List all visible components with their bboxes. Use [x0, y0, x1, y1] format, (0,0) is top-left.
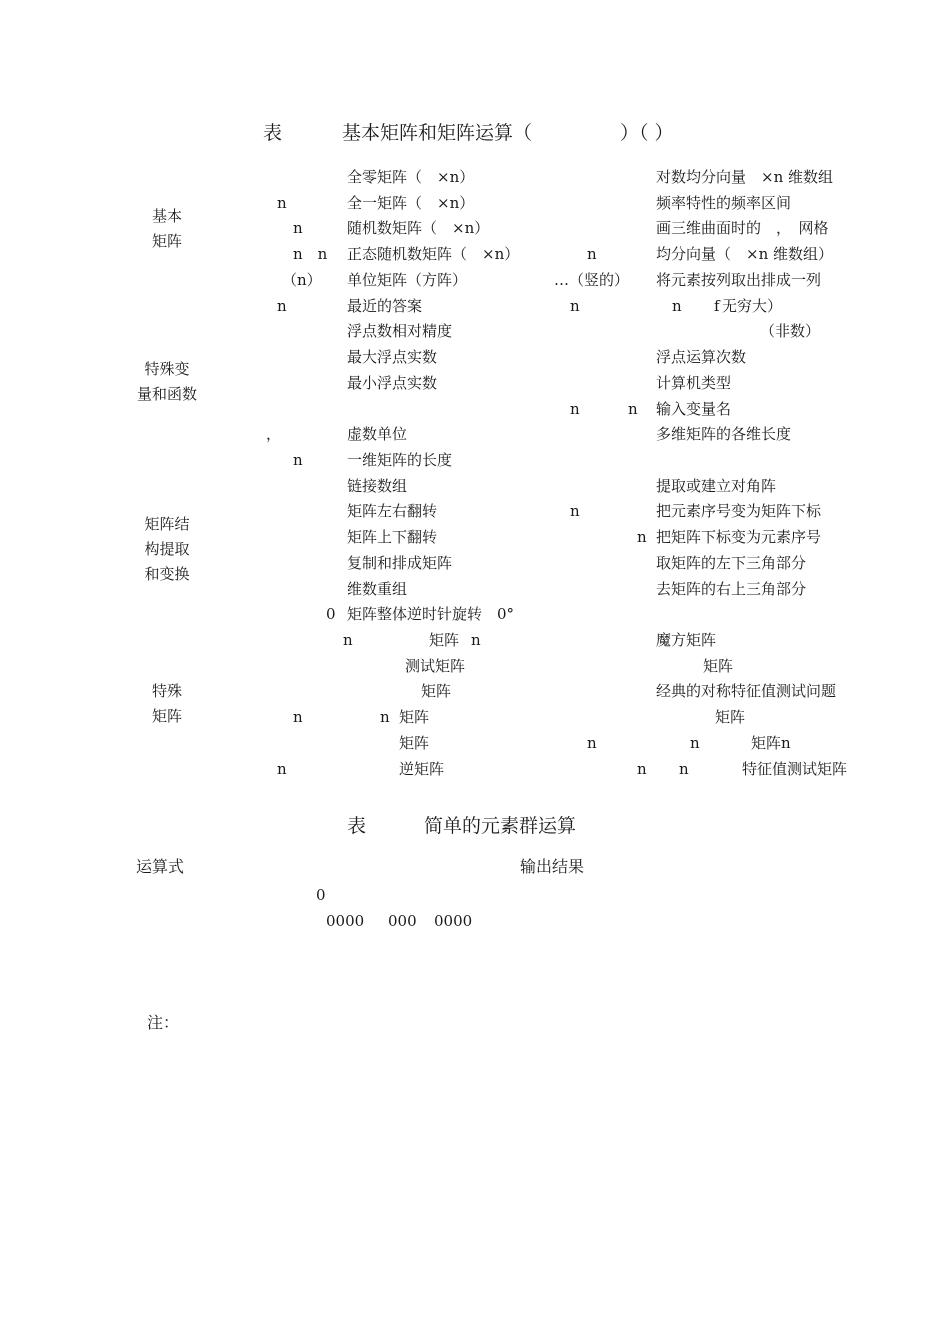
fragment: n: [637, 760, 647, 778]
fragment: n: [628, 400, 638, 418]
left-desc: 单位矩阵（方阵）: [347, 271, 468, 289]
fragment: n n: [293, 245, 328, 263]
left-desc: 正态随机数矩阵（ ×n）: [347, 245, 520, 263]
special-mid: 测试矩阵: [405, 657, 466, 675]
left-desc: 维数重组: [347, 580, 408, 598]
table2-col-output: 输出结果: [520, 857, 585, 876]
right-desc: 提取或建立对角阵: [656, 477, 777, 495]
note-label: 注：: [147, 1013, 180, 1032]
left-desc: 复制和排成矩阵: [347, 554, 453, 572]
category-special-matrix: 特殊 矩阵: [151, 682, 182, 725]
special-right: 矩阵: [715, 708, 746, 726]
right-desc: 多维矩阵的各维长度: [656, 425, 792, 443]
right-desc: 频率特性的频率区间: [656, 194, 792, 212]
special-right: 经典的对称特征值测试问题: [656, 682, 837, 700]
right-desc: 画三维曲面时的 ， 网格: [656, 219, 829, 237]
right-desc: 计算机类型: [656, 374, 732, 392]
right-desc: 浮点运算次数: [656, 348, 747, 366]
table2-col-expr: 运算式: [136, 857, 185, 876]
fragment: n: [471, 631, 481, 649]
fragment: n: [587, 245, 597, 263]
left-desc: 一维矩阵的长度: [347, 451, 453, 469]
left-desc: 随机数矩阵（ ×n）: [347, 219, 490, 237]
table2-row2-c: 0000: [434, 912, 473, 930]
right-desc: 对数均分向量 ×n 维数组: [656, 168, 833, 186]
left-desc: 最近的答案: [347, 297, 423, 315]
table2-row2-b: 000: [388, 912, 417, 930]
fragment: n: [690, 734, 700, 752]
special-right: 矩阵: [751, 734, 782, 752]
special-mid: 矩阵: [421, 682, 452, 700]
fragment: n: [277, 760, 287, 778]
fragment: n: [570, 502, 580, 520]
right-desc: （非数）: [760, 322, 821, 340]
right-desc: 取矩阵的左下三角部分: [656, 554, 807, 572]
fragment: n: [781, 734, 791, 752]
fragment: n: [637, 528, 647, 546]
special-mid: 逆矩阵: [399, 760, 445, 778]
special-right: 魔方矩阵: [656, 631, 717, 649]
special-right: 矩阵: [703, 657, 734, 675]
fragment: n: [343, 631, 353, 649]
left-desc: 矩阵左右翻转: [347, 502, 438, 520]
left-desc: 最大浮点实数: [347, 348, 438, 366]
fragment: n: [277, 194, 287, 212]
left-desc: 最小浮点实数: [347, 374, 438, 392]
category-special-vars: 特殊变 量和函数: [136, 360, 197, 403]
left-desc: 链接数组: [347, 477, 408, 495]
table1-title-label: 表: [263, 122, 283, 144]
fragment: n: [293, 219, 303, 237]
special-mid: 矩阵: [399, 708, 430, 726]
fragment: n: [679, 760, 689, 778]
left-desc: 矩阵整体逆时针旋转 0°: [347, 605, 515, 623]
right-desc: 无穷大）: [722, 297, 783, 315]
table1-title-text: 基本矩阵和矩阵运算（: [342, 122, 533, 144]
table2-title-label: 表: [347, 815, 367, 837]
right-desc: 把矩阵下标变为元素序号: [656, 528, 822, 546]
fragment: n: [293, 451, 303, 469]
fragment: n: [277, 297, 287, 315]
fragment: n: [293, 708, 303, 726]
left-desc: 全一矩阵（ ×n）: [347, 194, 475, 212]
right-desc: 均分向量（ ×n 维数组）: [656, 245, 833, 263]
left-desc: 矩阵上下翻转: [347, 528, 438, 546]
special-mid: 矩阵: [399, 734, 430, 752]
fragment: n: [672, 297, 682, 315]
fragment: ，: [266, 425, 282, 443]
category-structure: 矩阵结 构提取 和变换: [144, 515, 190, 583]
right-desc: 把元素序号变为矩阵下标: [656, 502, 822, 520]
category-basic-matrix: 基本 矩阵: [151, 207, 182, 250]
special-right: 特征值测试矩阵: [742, 760, 848, 778]
table2-title-text: 简单的元素群运算: [424, 815, 577, 837]
right-desc: 输入变量名: [656, 400, 732, 418]
fragment: n: [587, 734, 597, 752]
fragment: f: [714, 297, 720, 315]
left-desc: 虚数单位: [347, 425, 408, 443]
table2-row2-a: 0000: [326, 912, 365, 930]
fragment: （n）: [282, 271, 322, 289]
fragment: 0: [326, 605, 336, 623]
right-desc: 将元素按列取出排成一列: [656, 271, 822, 289]
left-desc: 浮点数相对精度: [347, 322, 453, 340]
fragment: …（竖的）: [554, 271, 630, 289]
fragment: n: [380, 708, 390, 726]
table2-row1: 0: [316, 886, 326, 904]
special-mid: 矩阵: [429, 631, 460, 649]
left-desc: 全零矩阵（ ×n）: [347, 168, 475, 186]
fragment: n: [570, 297, 580, 315]
fragment: n: [570, 400, 580, 418]
right-desc: 去矩阵的右上三角部分: [656, 580, 807, 598]
table1-title-tail: ）（ ）: [620, 122, 674, 144]
